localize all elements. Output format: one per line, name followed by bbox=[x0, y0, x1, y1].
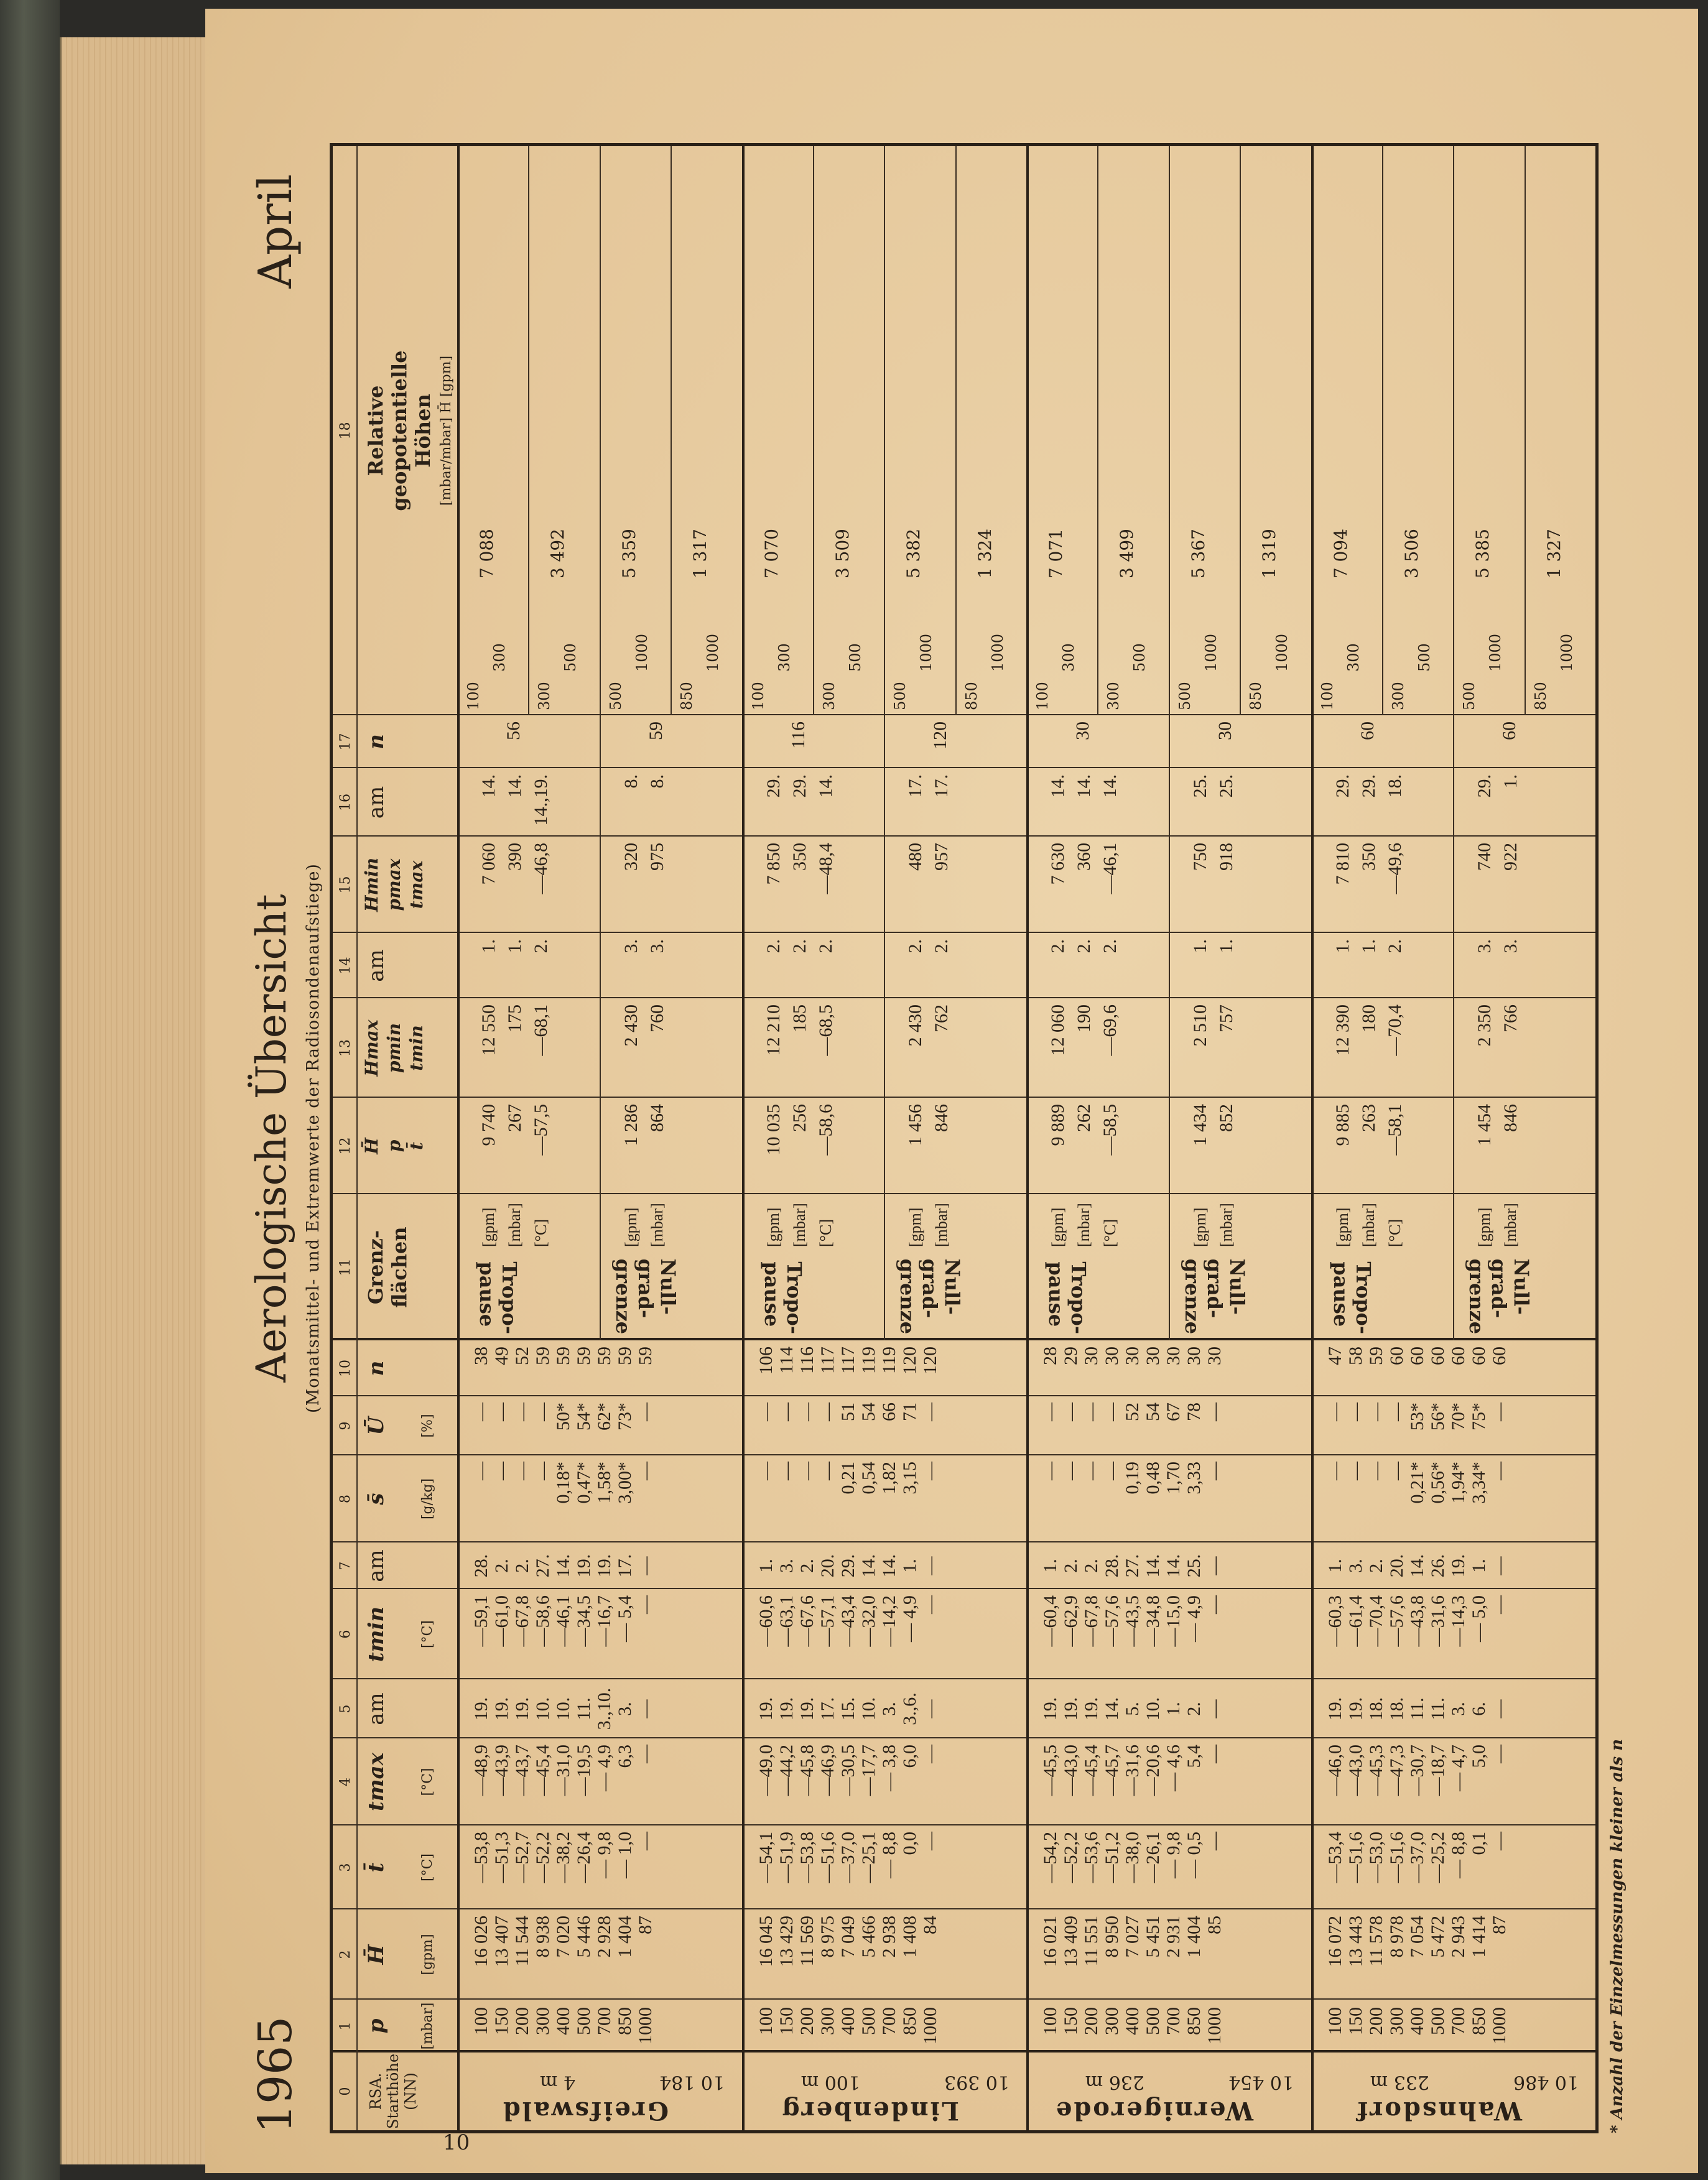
column-divider bbox=[333, 1678, 1595, 1679]
column-divider bbox=[333, 1193, 1595, 1194]
tropo-extreme1-values: 12 550 175 —68,1 bbox=[478, 1004, 551, 1056]
mean-temp-values: —54,1 —51,9 —53,8 —51,6 —37,0 —25,1 — 8,8 0,0 — bbox=[755, 1832, 940, 1883]
rel-pressure-from: 300 bbox=[1389, 682, 1407, 710]
rel-height-value: 1 327 bbox=[1543, 529, 1564, 579]
rel-pressure-to: 1000 bbox=[988, 633, 1006, 672]
max-temp-values: —48,9 —43,9 —43,7 —45,4 —31,0 —19,5 — 4,9 6,3 — bbox=[471, 1745, 656, 1796]
column-header-7: am bbox=[364, 1549, 389, 1582]
tropo-date1-values: 2. 2. 2. bbox=[1047, 939, 1120, 953]
null-extreme2-values: 750 918 bbox=[1189, 843, 1237, 871]
null-date2-values: 25. 25. bbox=[1189, 774, 1237, 798]
tropo-mean-values: 9 889 262 —58,5 bbox=[1047, 1104, 1120, 1156]
rel-divider bbox=[1453, 146, 1454, 715]
column-header-14: am bbox=[364, 949, 389, 982]
grenz-divider bbox=[884, 715, 885, 1340]
rel-pressure-to: 500 bbox=[846, 643, 864, 672]
rel-height-value: 5 359 bbox=[618, 529, 639, 579]
rel-pressure-to: 500 bbox=[1415, 643, 1433, 672]
column-number: 18 bbox=[338, 422, 353, 440]
null-mean-values: 1 454 846 bbox=[1474, 1104, 1521, 1146]
column-number: 15 bbox=[338, 876, 353, 894]
mean-temp-values: —53,4 —51,6 —53,0 —51,6 —37,0 —25,2 — 8,8 0,1 — bbox=[1324, 1832, 1510, 1883]
min-temp-date-values: 1. 3. 2. 20. 29. 14. 14. 1. — bbox=[755, 1554, 940, 1578]
null-count: 60 bbox=[1499, 721, 1520, 740]
tropopause-units: [gpm] [mbar] [°C] bbox=[764, 1203, 835, 1247]
null-extreme1-values: 2 510 757 bbox=[1189, 1004, 1237, 1047]
column-unit-1: [mbar] bbox=[420, 2002, 435, 2050]
null-extreme1-values: 2 350 766 bbox=[1474, 1004, 1521, 1047]
grenz-divider bbox=[1169, 715, 1170, 1340]
rel-pressure-to: 300 bbox=[491, 643, 508, 672]
rel-pressure-from: 300 bbox=[1105, 682, 1123, 710]
null-count: 59 bbox=[645, 721, 666, 740]
tropo-date2-values: 29. 29. 14. bbox=[763, 774, 836, 798]
station-name: Wernigerode bbox=[1054, 2096, 1254, 2125]
column-header-16: am bbox=[364, 786, 389, 819]
column-divider bbox=[333, 997, 1595, 998]
rel-pressure-to: 1000 bbox=[917, 633, 935, 672]
rel-pressure-to: 1000 bbox=[633, 633, 651, 672]
null-extreme2-values: 480 957 bbox=[905, 843, 952, 871]
max-temp-values: —49,0 —44,2 —45,8 —46,9 —30,5 —17,7 — 3,8 6,0 — bbox=[755, 1745, 940, 1796]
min-temp-date-values: 1. 2. 2. 28. 27. 14. 14. 25. — bbox=[1040, 1554, 1225, 1578]
null-extreme2-values: 740 922 bbox=[1474, 843, 1521, 871]
column-unit-9: [%] bbox=[420, 1414, 435, 1438]
tropo-date1-values: 1. 1. 2. bbox=[478, 939, 551, 953]
null-count: 120 bbox=[930, 721, 951, 749]
tropopause-label: Tropo- pause bbox=[1329, 1261, 1375, 1334]
column-divider bbox=[333, 1454, 1595, 1455]
station-elevation: 233 m bbox=[1370, 2071, 1429, 2093]
column-header-4: tmax bbox=[364, 1753, 389, 1811]
column-header-10: n bbox=[364, 1360, 389, 1376]
rel-pressure-from: 100 bbox=[465, 682, 482, 710]
null-date1-values: 2. 2. bbox=[905, 939, 952, 953]
rel-pressure-from: 100 bbox=[1034, 682, 1051, 710]
specific-humidity-values: — — — — 0,18* 0,47* 1,58* 3,00* — bbox=[471, 1462, 656, 1504]
null-extreme1-values: 2 430 760 bbox=[620, 1004, 667, 1047]
mean-height-values: 16 026 13 407 11 544 8 938 7 020 5 446 2 928 1 404 87 bbox=[471, 1916, 656, 1967]
page-title: Aerologische Übersicht bbox=[248, 894, 295, 1383]
tropo-extreme2-values: 7 060 390 —46,8 bbox=[478, 843, 551, 894]
rel-height-value: 7 094 bbox=[1330, 529, 1351, 579]
rel-pressure-from: 500 bbox=[1460, 682, 1478, 710]
column-divider bbox=[333, 932, 1595, 933]
specific-humidity-values: — — — — 0,21* 0,56* 1,94* 3,34* — bbox=[1324, 1462, 1510, 1504]
column-number: 5 bbox=[338, 1704, 353, 1714]
tropo-count: 30 bbox=[1072, 721, 1093, 740]
null-date2-values: 29. 1. bbox=[1474, 774, 1521, 798]
rel-pressure-to: 300 bbox=[1060, 643, 1077, 672]
grenz-divider bbox=[1453, 715, 1454, 1340]
relative-humidity-values: — — — — 52 54 67 78 — bbox=[1040, 1403, 1225, 1421]
tropo-date1-values: 1. 1. 2. bbox=[1332, 939, 1405, 953]
tropo-count: 56 bbox=[503, 721, 524, 740]
month: April bbox=[249, 174, 302, 289]
column-number: 6 bbox=[338, 1630, 353, 1639]
rel-height-value: 5 382 bbox=[903, 529, 924, 579]
column-number: 8 bbox=[338, 1495, 353, 1503]
rel-divider bbox=[813, 146, 814, 715]
column-header-3: t̄ bbox=[364, 1862, 389, 1873]
column-number: 17 bbox=[338, 733, 353, 751]
station-divider bbox=[1026, 146, 1029, 2130]
rel-height-value: 7 071 bbox=[1046, 529, 1066, 579]
column-number: 16 bbox=[338, 794, 353, 811]
station-name: Greifswald bbox=[501, 2096, 669, 2125]
rel-pressure-from: 100 bbox=[749, 682, 767, 710]
tropo-extreme2-values: 7 630 360 —46,1 bbox=[1047, 843, 1120, 894]
book-binding bbox=[0, 0, 60, 2180]
max-temp-date-values: 19. 19. 19. 10. 10. 11. 3.,10. 3. — bbox=[471, 1687, 656, 1730]
column-divider bbox=[333, 1998, 1595, 2000]
column-header-8: s̄ bbox=[364, 1493, 389, 1505]
zero-degree-units: [gpm] [mbar] bbox=[1475, 1203, 1520, 1247]
column-divider bbox=[333, 1737, 1595, 1738]
column-unit-8: [g/kg] bbox=[420, 1478, 435, 1520]
data-table bbox=[330, 143, 1599, 2133]
rel-height-value: 5 385 bbox=[1472, 529, 1493, 579]
tropopause-label: Tropo- pause bbox=[1044, 1261, 1090, 1334]
mean-temp-values: —53,8 —51,3 —52,7 —52,2 —38,2 —26,4 — 9,8 — 1,0 — bbox=[471, 1832, 656, 1883]
header-divider bbox=[457, 146, 460, 2130]
rel-pressure-to: 500 bbox=[562, 643, 580, 672]
column-divider bbox=[333, 767, 1595, 768]
station-code: 10 486 bbox=[1513, 2071, 1579, 2093]
column-header-12: H̄ p t̄ bbox=[361, 1138, 427, 1154]
max-temp-values: —45,5 —43,0 —45,4 —45,7 —31,6 —20,6 — 4,6 5,4 — bbox=[1040, 1745, 1225, 1796]
column-number: 14 bbox=[338, 957, 353, 975]
count-values: 47 58 59 60 60 60 60 60 60 bbox=[1324, 1347, 1510, 1365]
rel-height-value: 5 367 bbox=[1187, 529, 1209, 579]
tropo-date2-values: 29. 29. 18. bbox=[1332, 774, 1405, 798]
column-header-6: tmin bbox=[364, 1606, 389, 1663]
zero-degree-units: [gpm] [mbar] bbox=[1190, 1203, 1235, 1247]
page-subtitle: (Monatsmittel- und Extremwerte der Radiosondenaufstiege) bbox=[304, 863, 323, 1413]
rel-pressure-from: 100 bbox=[1318, 682, 1336, 710]
rotated-page-content bbox=[236, 106, 1661, 2171]
rel-height-value: 7 070 bbox=[761, 529, 782, 579]
column-header-13: Hmax pmin tmin bbox=[361, 1019, 427, 1077]
mean-height-values: 16 021 13 409 11 551 8 950 7 027 5 451 2 931 1 404 85 bbox=[1040, 1916, 1225, 1967]
max-temp-date-values: 19. 19. 18. 18. 11. 11. 3. 6. — bbox=[1324, 1697, 1510, 1721]
tropopause-label: Tropo- pause bbox=[475, 1261, 521, 1334]
column-unit-4: [°C] bbox=[420, 1768, 435, 1796]
rel-height-value: 1 324 bbox=[974, 529, 995, 579]
tropo-date1-values: 2. 2. 2. bbox=[763, 939, 836, 953]
rel-pressure-to: 300 bbox=[775, 643, 793, 672]
tropo-extreme1-values: 12 060 190 —69,6 bbox=[1047, 1004, 1120, 1056]
rel-pressure-to: 500 bbox=[1131, 643, 1149, 672]
column-header-2: H̄ bbox=[364, 1944, 389, 1965]
column-divider bbox=[333, 714, 1595, 715]
column-header-9: Ū bbox=[364, 1416, 389, 1436]
rel-pressure-from: 850 bbox=[1247, 682, 1265, 710]
zero-degree-label: Null- grad- grenze bbox=[896, 1258, 965, 1334]
column-divider bbox=[333, 1824, 1595, 1825]
pressure-levels: 100 150 200 300 400 500 700 850 1000 bbox=[471, 2007, 656, 2044]
tropopause-units: [gpm] [mbar] [°C] bbox=[1049, 1203, 1119, 1247]
column-number: 10 bbox=[338, 1360, 353, 1377]
tropo-date2-values: 14. 14. 14. bbox=[1047, 774, 1120, 798]
min-temp-values: —60,4 —62,9 —67,8 —57,6 —43,5 —34,8 —15,0 — 4,9 — bbox=[1040, 1595, 1225, 1647]
rel-pressure-from: 500 bbox=[1176, 682, 1194, 710]
column-number: 3 bbox=[338, 1863, 353, 1872]
rel-divider bbox=[1525, 146, 1526, 715]
rel-pressure-to: 1000 bbox=[1487, 633, 1505, 672]
column-divider bbox=[333, 1097, 1595, 1098]
tropo-count: 116 bbox=[787, 721, 809, 749]
page-stack-edge bbox=[60, 37, 217, 2164]
null-date1-values: 3. 3. bbox=[1474, 939, 1521, 953]
null-date1-values: 1. 1. bbox=[1189, 939, 1237, 953]
null-mean-values: 1 434 852 bbox=[1189, 1104, 1237, 1146]
column-number: 11 bbox=[338, 1258, 353, 1276]
column-divider bbox=[333, 835, 1595, 837]
rel-pressure-from: 300 bbox=[820, 682, 838, 710]
footnote: * Anzahl der Einzelmessungen kleiner als n bbox=[1608, 1738, 1627, 2133]
column-header-17: n bbox=[364, 734, 389, 749]
rel-divider bbox=[600, 146, 601, 715]
column-header-11: Grenz- flächen bbox=[364, 1227, 411, 1308]
tropo-date2-values: 14. 14. 14.,19. bbox=[478, 774, 551, 826]
min-temp-values: —59,1 —61,0 —67,8 —58,6 —46,1 —34,5 —16,7 — 5,4 — bbox=[471, 1595, 656, 1647]
rel-divider bbox=[955, 146, 957, 715]
rel-height-value: 1 319 bbox=[1259, 529, 1280, 579]
rel-divider bbox=[1382, 146, 1383, 715]
tropopause-label: Tropo- pause bbox=[759, 1261, 806, 1334]
null-extreme1-values: 2 430 762 bbox=[905, 1004, 952, 1047]
relative-humidity-values: — — — — 51 54 66 71 — bbox=[755, 1403, 940, 1421]
station-elevation: 100 m bbox=[801, 2071, 860, 2093]
station-divider bbox=[742, 146, 745, 2130]
relative-humidity-values: — — — — 53* 56* 70* 75* — bbox=[1324, 1403, 1510, 1431]
column-number: 9 bbox=[338, 1421, 353, 1431]
column-divider bbox=[333, 1588, 1595, 1589]
station-name: Lindenberg bbox=[779, 2096, 959, 2125]
rel-divider bbox=[1097, 146, 1098, 715]
column-divider bbox=[333, 1541, 1595, 1542]
rel-divider bbox=[671, 146, 672, 715]
null-count: 30 bbox=[1214, 721, 1235, 740]
min-temp-values: —60,3 —61,4 —70,4 —57,6 —43,8 —31,6 —14,3 — 5,0 — bbox=[1324, 1595, 1510, 1647]
column-header-1: p bbox=[364, 2018, 389, 2034]
null-date2-values: 8. 8. bbox=[620, 774, 667, 789]
rel-pressure-from: 850 bbox=[678, 682, 696, 710]
tropo-extreme1-values: 12 390 180 —70,4 bbox=[1332, 1004, 1405, 1056]
station-code: 10 184 bbox=[659, 2071, 725, 2093]
station-code: 10 454 bbox=[1228, 2071, 1294, 2093]
column-number: 13 bbox=[338, 1039, 353, 1057]
tropo-mean-values: 9 885 263 —58,1 bbox=[1332, 1104, 1405, 1156]
column-divider bbox=[333, 1908, 1595, 1909]
max-temp-date-values: 19. 19. 19. 14. 5. 10. 1. 2. — bbox=[1040, 1697, 1225, 1721]
rel-divider bbox=[1240, 146, 1241, 715]
null-extreme2-values: 320 975 bbox=[620, 843, 667, 871]
pressure-levels: 100 150 200 300 400 500 700 850 1000 bbox=[1040, 2007, 1225, 2044]
column-unit-6: [°C] bbox=[420, 1620, 435, 1648]
min-temp-values: —60,6 —63,1 —67,6 —57,1 —43,4 —32,0 —14,2 — 4,9 — bbox=[755, 1595, 940, 1647]
mean-temp-values: —54,2 —52,2 —53,6 —51,2 —38,0 —26,1 — 9,8 — 0,5 — bbox=[1040, 1832, 1225, 1883]
column-number: 1 bbox=[338, 2021, 353, 2031]
column-number: 4 bbox=[338, 1778, 353, 1786]
rel-pressure-from: 300 bbox=[536, 682, 554, 710]
relative-humidity-values: — — — — 50* 54* 62* 73* — bbox=[471, 1403, 656, 1431]
rel-height-value: 3 509 bbox=[832, 529, 853, 579]
rel-divider bbox=[884, 146, 885, 715]
count-values: 28 29 30 30 30 30 30 30 30 bbox=[1040, 1347, 1225, 1365]
rel-pressure-to: 1000 bbox=[1202, 633, 1220, 672]
station-elevation: 236 m bbox=[1085, 2071, 1144, 2093]
column-unit-3: [°C] bbox=[420, 1853, 435, 1881]
null-date1-values: 3. 3. bbox=[620, 939, 667, 953]
column-number: 7 bbox=[338, 1561, 353, 1570]
column-header-15: Hmin pmax tmax bbox=[361, 857, 427, 912]
rel-divider bbox=[1169, 146, 1170, 715]
rel-pressure-to: 1000 bbox=[1273, 633, 1291, 672]
rel-height-value: 3 492 bbox=[547, 529, 569, 579]
zero-degree-label: Null- grad- grenze bbox=[1180, 1258, 1249, 1334]
tropo-count: 60 bbox=[1357, 721, 1378, 740]
rel-pressure-from: 500 bbox=[891, 682, 909, 710]
tropo-extreme1-values: 12 210 185 —68,5 bbox=[763, 1004, 836, 1056]
tropo-mean-values: 9 740 267 —57,5 bbox=[478, 1104, 551, 1156]
rel-pressure-from: 500 bbox=[606, 682, 624, 710]
null-date2-values: 17. 17. bbox=[905, 774, 952, 798]
tropopause-units: [gpm] [mbar] [°C] bbox=[480, 1203, 550, 1247]
null-mean-values: 1 286 864 bbox=[620, 1104, 667, 1146]
pressure-levels: 100 150 200 300 400 500 700 850 1000 bbox=[1324, 2007, 1510, 2044]
rel-height-value: 7 088 bbox=[476, 529, 497, 579]
column-header-0: RSA. Starthöhe (NN) bbox=[367, 2053, 419, 2130]
null-mean-values: 1 456 846 bbox=[905, 1104, 952, 1146]
specific-humidity-values: — — — — 0,21 0,54 1,82 3,15 — bbox=[755, 1462, 940, 1495]
column-header-5: am bbox=[364, 1692, 389, 1725]
min-temp-date-values: 28. 2. 2. 27. 14. 19. 19. 17. — bbox=[471, 1554, 656, 1578]
zero-degree-units: [gpm] [mbar] bbox=[621, 1203, 666, 1247]
rel-divider bbox=[528, 146, 529, 715]
rel-pressure-to: 300 bbox=[1344, 643, 1362, 672]
column-number-divider bbox=[356, 146, 358, 2130]
rel-height-value: 3 506 bbox=[1401, 529, 1422, 579]
rel-pressure-to: 1000 bbox=[704, 633, 722, 672]
column-header-18: Relative geopotentielle Höhen bbox=[364, 350, 435, 511]
year: 1965 bbox=[249, 2016, 302, 2133]
column-unit-2: [gpm] bbox=[420, 1934, 435, 1975]
column-divider bbox=[333, 1395, 1595, 1396]
pressure-levels: 100 150 200 300 400 500 700 850 1000 bbox=[755, 2007, 940, 2044]
tropo-mean-values: 10 035 256 —58,6 bbox=[763, 1104, 836, 1156]
count-values: 38 49 52 59 59 59 59 59 59 bbox=[471, 1347, 656, 1365]
rel-height-value: 3 499 bbox=[1116, 529, 1138, 579]
min-temp-date-values: 1. 3. 2. 20. 14. 26. 19. 1. — bbox=[1324, 1554, 1510, 1578]
column-number: 0 bbox=[338, 2087, 353, 2096]
zero-degree-units: [gpm] [mbar] bbox=[906, 1203, 951, 1247]
rel-pressure-from: 850 bbox=[1531, 682, 1549, 710]
rel-pressure-from: 850 bbox=[962, 682, 980, 710]
grenz-divider bbox=[600, 715, 601, 1340]
page-number-label: 10 bbox=[443, 2130, 470, 2155]
max-temp-date-values: 19. 19. 19. 17. 15. 10. 3. 3.,6. — bbox=[755, 1692, 940, 1725]
rel-height-value: 1 317 bbox=[690, 529, 711, 579]
max-temp-values: —46,0 —43,0 —45,3 —47,3 —30,7 —18,7 — 4,7 5,0 — bbox=[1324, 1745, 1510, 1796]
zero-degree-label: Null- grad- grenze bbox=[611, 1258, 680, 1334]
count-values: 106 114 116 117 117 119 119 120 120 bbox=[755, 1347, 940, 1375]
station-divider bbox=[1311, 146, 1314, 2130]
rel-pressure-to: 1000 bbox=[1557, 633, 1576, 672]
station-code: 10 393 bbox=[944, 2071, 1009, 2093]
column-number: 2 bbox=[338, 1950, 353, 1959]
column-unit-18: [mbar/mbar] H̄ [gpm] bbox=[439, 355, 454, 506]
mean-height-values: 16 072 13 443 11 578 8 978 7 054 5 472 2 943 1 414 87 bbox=[1324, 1916, 1510, 1967]
station-name: Wahnsdorf bbox=[1355, 2096, 1522, 2125]
zero-degree-label: Null- grad- grenze bbox=[1465, 1258, 1534, 1334]
tropopause-units: [gpm] [mbar] [°C] bbox=[1333, 1203, 1404, 1247]
station-elevation: 4 m bbox=[539, 2071, 575, 2093]
mean-height-values: 16 045 13 429 11 569 8 975 7 049 5 466 2 938 1 408 84 bbox=[755, 1916, 940, 1967]
column-divider bbox=[333, 2050, 1595, 2052]
column-number: 12 bbox=[338, 1137, 353, 1155]
tropo-extreme2-values: 7 810 350 —49,6 bbox=[1332, 843, 1405, 894]
column-divider bbox=[333, 1338, 1595, 1340]
specific-humidity-values: — — — — 0,19 0,48 1,70 3,33 — bbox=[1040, 1462, 1225, 1495]
tropo-extreme2-values: 7 850 350 —48,4 bbox=[763, 843, 836, 894]
